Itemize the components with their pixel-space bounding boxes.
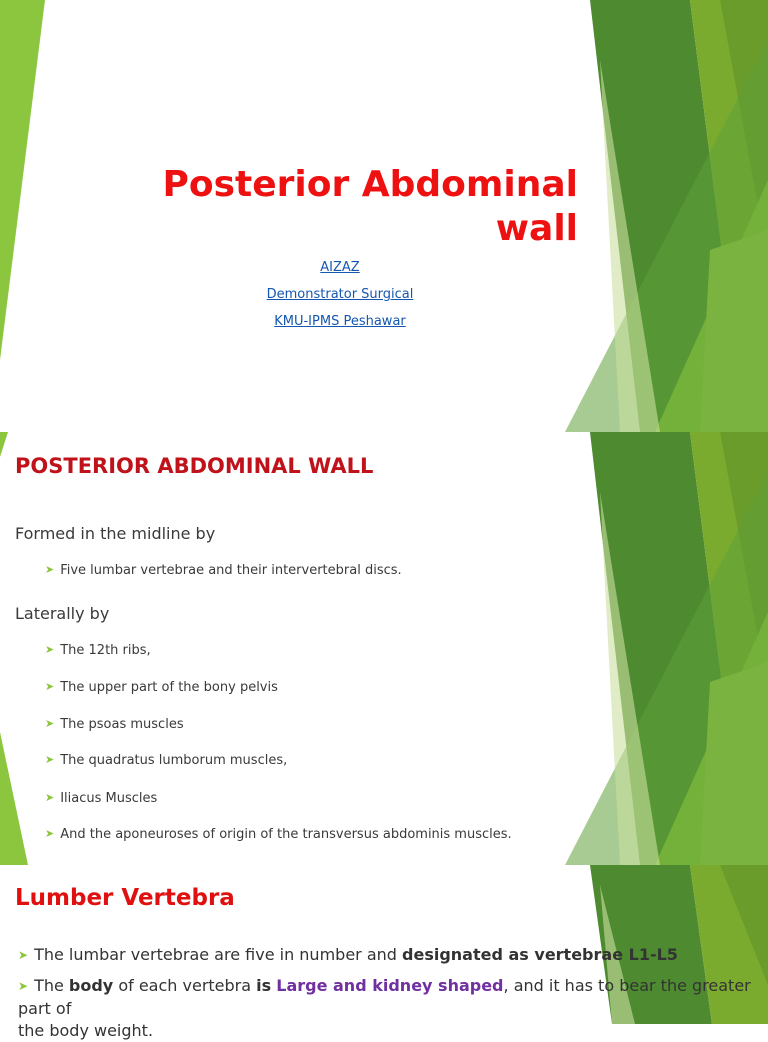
list-item: ➤ The upper part of the bony pelvis xyxy=(45,680,278,695)
arrow-bullet-icon: ➤ xyxy=(45,680,55,693)
list-item: ➤ Iliacus Muscles xyxy=(45,791,158,806)
arrow-bullet-icon: ➤ xyxy=(45,753,55,766)
paragraph-2: ➤ The body of each vertebra is Large and kidney shaped, and it has to bear the greater part of the body weight. xyxy=(18,976,751,1040)
list-item: ➤ Five lumbar vertebrae and their intervertebral discs. xyxy=(45,563,402,578)
title-line-2: wall xyxy=(495,208,578,249)
arrow-bullet-icon: ➤ xyxy=(18,948,29,962)
list-item: ➤ The 12th ribs, xyxy=(45,643,151,658)
slide-title xyxy=(98,163,578,251)
lateral-heading: Laterally by xyxy=(15,604,110,623)
title-line-1: Posterior Abdominal xyxy=(162,164,578,205)
list-item: ➤ And the aponeuroses of origin of the transversus abdominis muscles. xyxy=(45,827,512,842)
section-title: Lumber Vertebra xyxy=(15,885,235,911)
author-role-link[interactable]: Demonstrator Surgical xyxy=(266,287,414,302)
slide-2 xyxy=(0,432,768,865)
left-green-sliver xyxy=(0,432,8,457)
list-item: ➤ The quadratus lumborum muscles, xyxy=(45,753,288,768)
slide-3 xyxy=(0,865,768,1040)
arrow-bullet-icon: ➤ xyxy=(45,643,55,656)
section-title: POSTERIOR ABDOMINAL WALL xyxy=(15,454,374,478)
midline-heading: Formed in the midline by xyxy=(15,524,216,543)
list-item: ➤ The psoas muscles xyxy=(45,717,184,732)
arrow-bullet-icon: ➤ xyxy=(18,979,29,993)
slide-1 xyxy=(0,0,768,432)
left-bottom-wedge xyxy=(0,732,28,865)
left-green-wedge xyxy=(0,0,45,360)
arrow-bullet-icon: ➤ xyxy=(45,563,55,576)
author-name-link[interactable]: AIZAZ xyxy=(320,260,360,275)
arrow-bullet-icon: ➤ xyxy=(45,791,55,804)
arrow-bullet-icon: ➤ xyxy=(45,827,55,840)
author-institute-link[interactable]: KMU-IPMS Peshawar xyxy=(274,314,406,329)
paragraph-1: ➤ The lumbar vertebrae are five in number and designated as vertebrae L1-L5 xyxy=(18,945,678,964)
arrow-bullet-icon: ➤ xyxy=(45,717,55,730)
